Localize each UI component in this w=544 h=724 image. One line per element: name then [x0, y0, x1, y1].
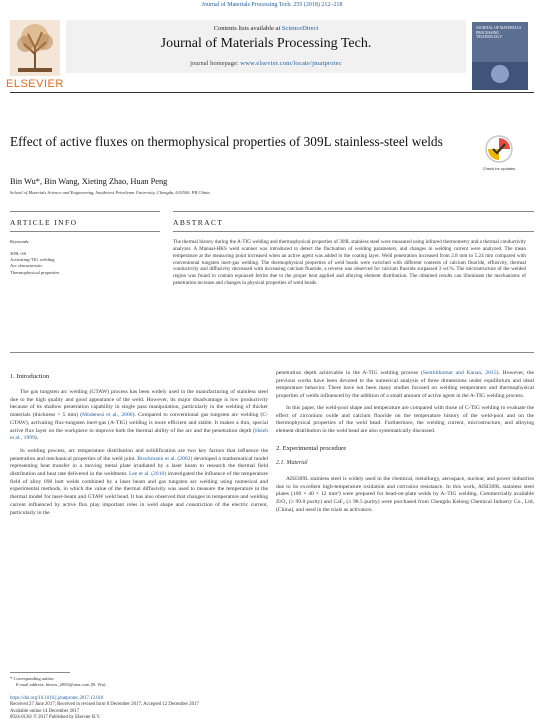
sciencedirect-link[interactable]: ScienceDirect: [281, 25, 319, 32]
citation-link[interactable]: Lee et al. (2010): [128, 471, 167, 478]
footnote: [10, 676, 107, 688]
doi-link[interactable]: https://doi.org/10.1016/j.jmatprotec.2017.12.018: [10, 696, 104, 701]
received-dates: Received 27 June 2017; Received in revised form 8 December 2017; Accepted 12 December 2017: [10, 702, 199, 708]
header-rule: [10, 92, 534, 93]
journal-citation[interactable]: Journal of Materials Processing Tech. 255 (2018) 212–218: [201, 2, 343, 8]
section-heading-experimental: 2. Experimental procedure: [276, 444, 347, 452]
text-run: In welding process, arc temperature distribution and solidification are two key factors that influence the penetration and mechanical properties of the weld joint.: [10, 447, 268, 462]
abstract-text: The thermal history during the A-TIG welding and thermophysical properties of 309L stainless steel were measured using infrared thermometry and a thermal conductivity analyzer. A Manual-HKS weld scanner was introduced to detect the fluctuation of welding parameters, and changes in welding current were analyzed. The mean temperature at the measuring point increased when an active agent was added to the coating layer. Weld penetration increased from 2.8 mm to 5.24 mm compared with conventional tungsten inert-gas welding. The thermophysical properties of weld beads were switched with different contents of calcium fluoride, effusivity, thermal conductivity and diffusivity decreased with increasing calcium fluoride, a reverse was observed for calcium fluoride surpassed 3 wt.%. The microstructure of the welded region was found to contain equiaxed ferrite due to the proper heat applied and alloying element distribution. The obtained results can illuminate the mechanisms of penetration increase and changes in physical properties of weld beads.: [173, 239, 526, 287]
article-history: [10, 696, 199, 721]
article-info-rule-top: [10, 211, 160, 212]
homepage-prefix: journal homepage:: [190, 60, 241, 67]
keyword: 309L-SS: [10, 251, 27, 256]
contents-prefix: Contents lists available at: [213, 25, 282, 32]
text-run: investigated the influence of the temperature field of alloy 690 butt welds combined by a laser beam and gas tungsten arc welding using numerical and experimental methods, in which the value of the thermal diffusivity was used to measure the temperature in the thermal model for laser-beam and GTAW weld bead. It has also observed that changes in temperature and welding current influenced by active flux play important roles in weld shape and constriction of the electric current, particularly in the: [10, 471, 268, 516]
material-paragraph: AISI309L stainless steel is widely used in the chemical, metallurgy, aerospace, nuclear, and power industries due to its excellent high-temperature oxidation and corrosion resistance. In this work, AISI309L stainless steel plates (100 × 40 × 12 mm³) were prepared for bead-on-plate welds by A–TIG welding. Commercially available ZrO₂ (≥ 99.0 purity) and CaF₂ (≥ 98.5 purity) were purchased from Chengdu Kelong Chemical Industry Co., Ltd, (China), and used in the trials as activators.: [276, 476, 534, 513]
text-run: ).: [34, 435, 39, 442]
right-column-body: [276, 370, 534, 515]
keyword: Arc characteristic: [10, 263, 43, 269]
crossmark-label[interactable]: Check for updates: [482, 166, 516, 171]
citation-link[interactable]: Brockmann et al. (2003): [137, 455, 193, 462]
publisher-logo-text: ELSEVIER: [6, 78, 64, 90]
keywords-list: [10, 251, 59, 276]
article-info-rule: [10, 231, 160, 232]
text-run: ). However, the previous works have been devoted to the numerical analysis of three dimensions under equilibrium and ideal temperature behavior. There have not been many studies focused on welding temperature and thermophysical properties of welds influenced by the addition of a small amount of active agent in the A-TIG welding process.: [276, 370, 534, 400]
introduction-body: [10, 389, 268, 517]
email-note[interactable]: E-mail address: binwu_2005@sina.com (B. Wu).: [16, 682, 107, 687]
homepage-link[interactable]: www.elsevier.com/locate/jmatprotec: [240, 60, 342, 67]
article-info-heading: ARTICLE INFO: [10, 218, 78, 227]
subsection-heading-material: 2.1. Material: [276, 460, 308, 467]
section-heading-introduction: 1. Introduction: [10, 373, 50, 380]
keyword: Thermophysical properties: [10, 269, 60, 275]
abstract-heading: ABSTRACT: [173, 218, 224, 227]
text-run: developed a mathematical model representing heat transfer in a moving metal plate irradiated by a laser beam to research the thermal field distribution and heat rate delivered in the weldment.: [10, 455, 268, 478]
corresponding-author-note: * Corresponding author.: [10, 676, 55, 681]
intro-paragraph-1: [10, 389, 268, 443]
intro-paragraph-4: In this paper, the weld-pool shape and temperature are compared with those of C-TIG welding to evaluate the effect of zirconium oxide and calcium fluoride on the temperature history of the weld-pool and on the thermophysical properties of the weld bead. Furthermore, the welding current, microstructure, and alloying element distribution in the weld bead are also systematically discussed.: [276, 404, 534, 434]
intro-paragraph-3: [276, 370, 534, 401]
citation-link[interactable]: Senthilkumar and Kanan, 2015: [422, 370, 497, 376]
affiliation: School of Materials Science and Engineering, Southwest Petroleum University, Chengdu, 610500, PR China: [10, 190, 210, 195]
crossmark-icon[interactable]: [484, 134, 514, 164]
citation-link[interactable]: Modenesi et al., 2000: [82, 412, 133, 419]
journal-title: Journal of Materials Processing Tech.: [160, 36, 372, 51]
text-run: ). Compared to conventional gas tungsten arc welding (C-GTAW), activating flux-tungsten inert-gas (A-TIG) welding is more efficient and stable. It makes a thin, special active flux layer on the workpiece to improve both the thermal ability of the arc and the penetration depth (: [10, 412, 268, 434]
abstract-rule-top: [173, 211, 534, 212]
author-list: Bin Wu*, Bin Wang, Xieting Zhao, Huan Peng: [10, 177, 168, 186]
abstract-rule: [173, 231, 534, 232]
contents-line: [66, 25, 466, 32]
text-run: penetration depth achievable in the A-TIG welding process (: [276, 370, 423, 376]
keywords-label: Keywords:: [10, 239, 30, 244]
intro-paragraph-2: [10, 448, 268, 517]
footnote-rule: [10, 672, 70, 673]
available-online: Available online 14 December 2017: [10, 708, 80, 714]
keyword: Activating-TIG welding: [10, 257, 55, 263]
journal-homepage-line: [66, 60, 466, 67]
paper-title: Effect of active fluxes on thermophysical properties of 309L stainless-steel welds: [10, 134, 443, 149]
copyright-line: 0924-0136/ © 2017 Published by Elsevier B.V.: [10, 714, 101, 720]
text-run: The gas tungsten arc welding (GTAW) process has been widely used in the manufacturing of stainless steel due to the high quality and good appearance of the weld. However, its major disadvantage is low productivity because of its shallow penetration capability in single pass manipulation, particularly in the welding of thicker materials (thickness > 5 mm) (: [10, 389, 268, 419]
citation-link[interactable]: Hsieh et al., 1999: [10, 427, 268, 442]
cover-title: JOURNAL OF MATERIALS PROCESSING TECHNOLOGY: [476, 26, 522, 39]
abstract-rule-bottom: [10, 352, 534, 353]
